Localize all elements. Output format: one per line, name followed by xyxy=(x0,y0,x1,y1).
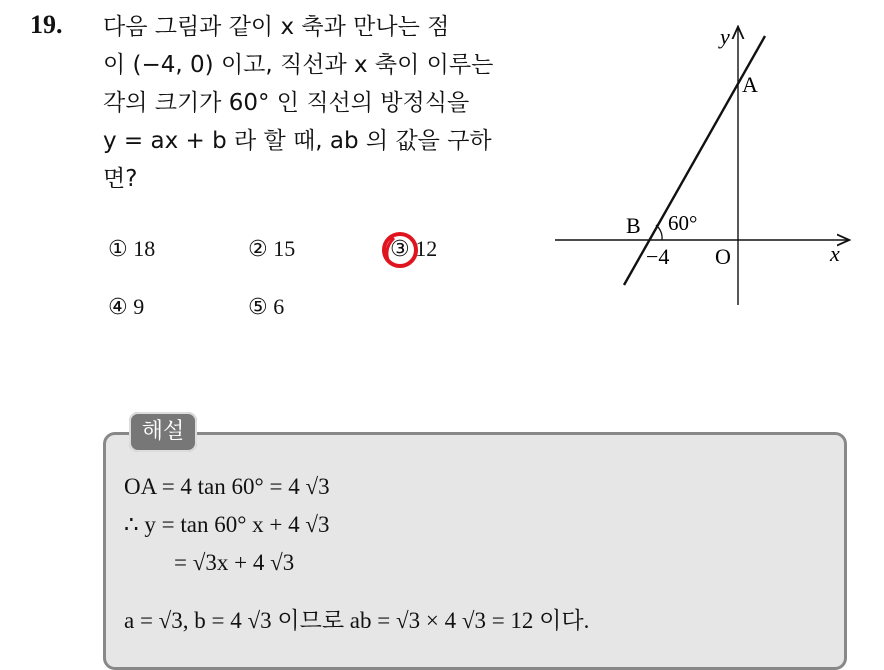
intercept-label: −4 xyxy=(646,244,670,269)
choice-5[interactable] xyxy=(248,294,284,320)
origin-label: O xyxy=(715,244,731,269)
question-line: 면? xyxy=(103,166,138,192)
solution-line-4: a = √3, b = 4 √3 이므로 ab = √3 × 4 √3 = 12 이다. xyxy=(124,608,590,633)
question-line: 다음 그림과 같이 x 축과 만나는 점 xyxy=(103,14,450,40)
choice-value: 9 xyxy=(133,294,145,319)
choice-mark: ③ xyxy=(390,237,410,262)
choice-mark: ④ xyxy=(108,295,128,320)
solution-line-3: = √3x + 4 √3 xyxy=(174,550,295,575)
question-line: 각의 크기가 60° 인 직선의 방정식을 xyxy=(103,90,470,116)
choice-value: 6 xyxy=(273,294,285,319)
choice-value: 18 xyxy=(133,236,156,261)
y-axis-label: y xyxy=(720,24,730,49)
choice-4[interactable] xyxy=(108,294,144,320)
point-a-label: A xyxy=(742,72,758,97)
question-line: 이 (−4, 0) 이고, 직선과 x 축이 이루는 xyxy=(103,52,494,78)
solution-line-2: ∴ y = tan 60° x + 4 √3 xyxy=(124,512,330,537)
choice-value: 15 xyxy=(273,236,296,261)
solution-tag: 해설 xyxy=(129,412,197,452)
question-number: 19. xyxy=(30,10,63,39)
question-line: y = ax + b 라 할 때, ab 의 값을 구하 xyxy=(103,128,492,154)
choice-2[interactable] xyxy=(248,236,295,262)
choice-value: 12 xyxy=(415,236,438,261)
angle-label: 60° xyxy=(668,211,698,235)
selected-circle-icon xyxy=(380,230,420,270)
question-text xyxy=(103,8,533,198)
line-graph xyxy=(550,20,860,315)
solution-line-1: OA = 4 tan 60° = 4 √3 xyxy=(124,474,330,499)
choice-mark: ① xyxy=(108,237,128,262)
choice-mark: ⑤ xyxy=(248,295,268,320)
choice-mark: ② xyxy=(248,237,268,262)
point-b-label: B xyxy=(626,213,641,238)
choice-1[interactable] xyxy=(108,236,155,262)
x-axis-label: x xyxy=(830,241,840,266)
